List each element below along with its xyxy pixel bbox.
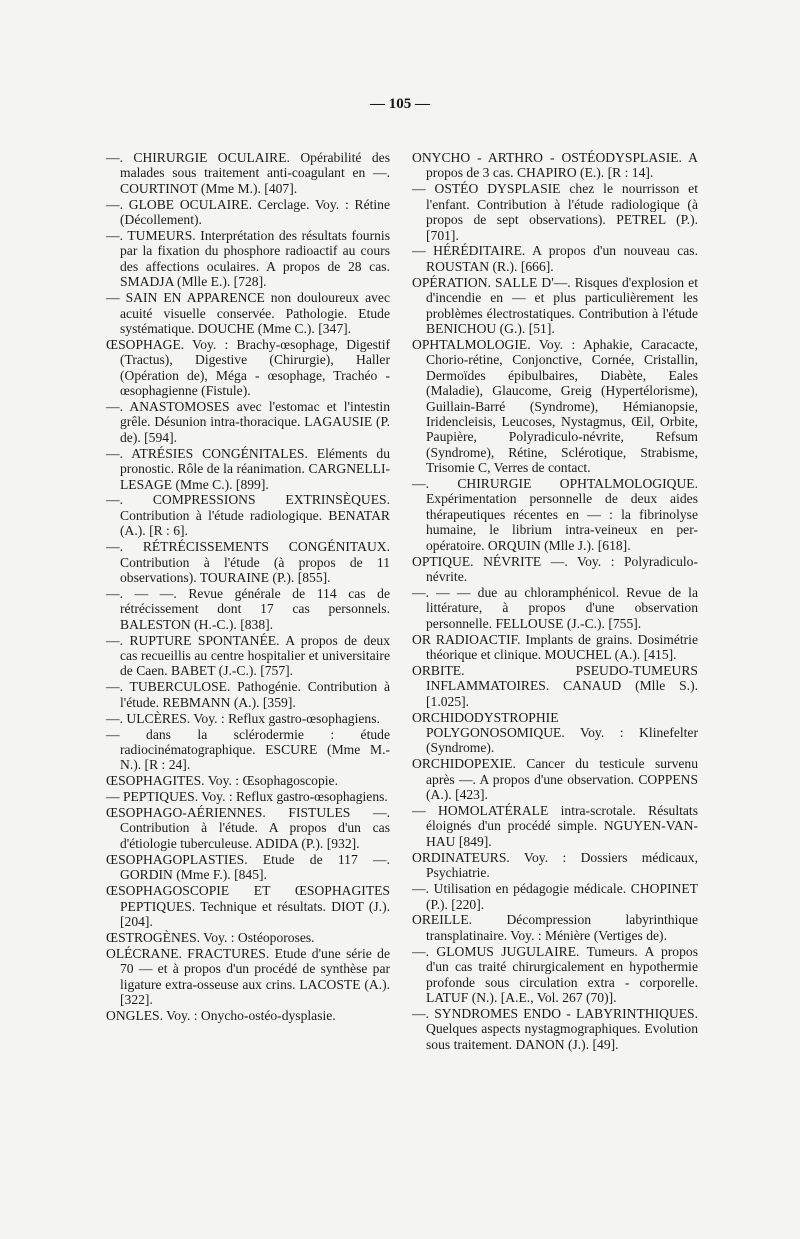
- index-entry: ŒSTROGÈNES. Voy. : Ostéoporoses.: [106, 929, 315, 945]
- index-entry: —. COMPRESSIONS EXTRINSÈQUES. Contribution à l'étude radiologique. BENATAR (A.). [R : 6].: [106, 492, 390, 539]
- index-entry: —. — —. Revue générale de 114 cas de rétrécissement dont 17 cas personnels. BALESTON (H.-C.). [838].: [106, 585, 390, 632]
- index-entry: —. RUPTURE SPONTANÉE. A propos de deux cas recueillis au centre hospitalier et universitaire de Caen. BABET (J.-C.). [757].: [106, 632, 390, 679]
- index-entry: OPHTALMOLOGIE. Voy. : Aphakie, Caracacte, Chorio-rétine, Conjonctive, Cornée, Cristallin, Dermoïdes épibulbaires, Diabète, Eales (Maladie), Glaucome, Greig (Hypertélorisme), Guillain-Barré (Syndrome), Hémianopsie, Iridencleisis, Leucoses, Nystagmus, Œil, Orbite, Paupière, Polyradiculo-névrite, Refsum (Syndrome), Rétine, Sclérotique, Strabisme, Trisomie C, Verres de contact.: [412, 336, 698, 476]
- index-entry: —. — — due au chloramphénicol. Revue de la littérature, à propos d'une observation personnelle. FELLOUSE (J.-C.). [755].: [412, 584, 698, 631]
- left-column: [106, 150, 390, 1024]
- right-column: [412, 150, 698, 1053]
- index-entry: — HÉRÉDITAIRE. A propos d'un nouveau cas. ROUSTAN (R.). [666].: [412, 243, 698, 274]
- index-entry: —. TUMEURS. Interprétation des résultats fournis par la fixation du phosphore radioactif au cours des affections oculaires. A propos de 28 cas. SMADJA (Mlle E.). [728].: [106, 228, 390, 290]
- index-entry: —. RÉTRÉCISSEMENTS CONGÉNITAUX. Contribution à l'étude (à propos de 11 observations). TOURAINE (P.). [855].: [106, 539, 390, 585]
- index-entry: ORCHIDOPEXIE. Cancer du testicule survenu après —. A propos d'une observation. COPPENS (A.). [423].: [412, 756, 698, 803]
- index-entry: ORDINATEURS. Voy. : Dossiers médicaux, Psychiatrie.: [412, 849, 698, 881]
- index-entry: — OSTÉO DYSPLASIE chez le nourrisson et l'enfant. Contribution à l'étude radiologique (à propos de sept observations). PETREL (P.). [701].: [412, 181, 698, 243]
- index-entry: — PEPTIQUES. Voy. : Reflux gastro-œsophagiens.: [106, 789, 388, 805]
- index-entry: —. ULCÈRES. Voy. : Reflux gastro-œsophagiens.: [106, 710, 380, 726]
- index-entry: —. ATRÉSIES CONGÉNITALES. Eléments du pronostic. Rôle de la réanimation. CARGNELLI-LESAGE (Mme C.). [899].: [106, 445, 390, 492]
- index-entry: ŒSOPHAGITES. Voy. : Œsophagoscopie.: [106, 773, 338, 789]
- index-entry: ONYCHO - ARTHRO - OSTÉODYSPLASIE. A propos de 3 cas. CHAPIRO (E.). [R : 14].: [412, 150, 698, 181]
- index-entry: ORBITE. PSEUDO-TUMEURS INFLAMMATOIRES. CANAUD (Mlle S.). [1.025].: [412, 662, 698, 709]
- index-entry: OLÉCRANE. FRACTURES. Etude d'une série de 70 — et à propos d'un procédé de synthèse par ligature extra-osseuse aux crins. LACOSTE (A.). [322].: [106, 945, 390, 1007]
- index-entry: ŒSOPHAGOSCOPIE ET ŒSOPHAGITES PEPTIQUES. Technique et résultats. DIOT (J.). [204].: [106, 883, 390, 929]
- index-entry: — dans la sclérodermie : étude radiocinématographique. ESCURE (Mme M.-N.). [R : 24].: [106, 726, 390, 773]
- index-entry: —. CHIRURGIE OCULAIRE. Opérabilité des malades sous traitement anti-coagulant en —. COURTINOT (Mme M.). [407].: [106, 150, 390, 196]
- index-entry: ŒSOPHAGO-AÉRIENNES. FISTULES —. Contribution à l'étude. A propos d'un cas d'étiologie tuberculeuse. ADIDA (P.). [932].: [106, 805, 390, 851]
- page-number: — 105 —: [370, 96, 430, 112]
- index-entry: OR RADIOACTIF. Implants de grains. Dosimétrie théorique et clinique. MOUCHEL (A.). [415].: [412, 631, 698, 662]
- index-entry: OREILLE. Décompression labyrinthique transplatinaire. Voy. : Ménière (Vertiges de).: [412, 912, 698, 943]
- index-entry: — HOMOLATÉRALE intra-scrotale. Résultats éloignés d'un procédé simple. NGUYEN-VAN-HAU [849].: [412, 803, 698, 849]
- index-entry: ŒSOPHAGOPLASTIES. Etude de 117 —. GORDIN (Mme F.). [845].: [106, 851, 390, 883]
- index-entry: —. SYNDROMES ENDO - LABYRINTHIQUES. Quelques aspects nystagmographiques. Evolution sous traitement. DANON (J.). [49].: [412, 1005, 698, 1052]
- index-entry: —. Utilisation en pédagogie médicale. CHOPINET (P.). [220].: [412, 881, 698, 912]
- index-entry: ORCHIDODYSTROPHIE POLYGONOSOMIQUE. Voy. : Klinefelter (Syndrome).: [412, 709, 698, 756]
- index-entry: — SAIN EN APPARENCE non douloureux avec acuité visuelle conservée. Pathologie. Etude systématique. DOUCHE (Mme C.). [347].: [106, 290, 390, 336]
- index-entry: OPÉRATION. SALLE D'—. Risques d'explosion et d'incendie en — et plus particulièrement les problèmes électrostatiques. Contribution à l'étude BENICHOU (G.). [51].: [412, 274, 698, 336]
- index-entry: —. ANASTOMOSES avec l'estomac et l'intestin grêle. Désunion intra-thoracique. LAGAUSIE (P. de). [594].: [106, 399, 390, 445]
- index-entry: OPTIQUE. NÉVRITE —. Voy. : Polyradiculo-névrite.: [412, 553, 698, 584]
- index-entry: —. CHIRURGIE OPHTALMOLOGIQUE. Expérimentation personnelle de deux aides thérapeutiques récentes en — : la fibrinolyse humaine, le librium intra-veineux en per-opératoire. ORQUIN (Mlle J.). [618].: [412, 476, 698, 553]
- index-entry: —. GLOBE OCULAIRE. Cerclage. Voy. : Rétine (Décollement).: [106, 196, 390, 228]
- index-entry: —. TUBERCULOSE. Pathogénie. Contribution à l'étude. REBMANN (A.). [359].: [106, 679, 390, 710]
- index-entry: —. GLOMUS JUGULAIRE. Tumeurs. A propos d'un cas traité chirurgicalement en hypothermie profonde sous circulation extra - corporelle. LATUF (N.). [A.E., Vol. 267 (70)].: [412, 943, 698, 1005]
- index-entry: ONGLES. Voy. : Onycho-ostéo-dysplasie.: [106, 1007, 336, 1023]
- index-entry: ŒSOPHAGE. Voy. : Brachy-œsophage, Digestif (Tractus), Digestive (Chirurgie), Haller (Opération de), Méga - œsophage, Trachéo - œsophagienne (Fistule).: [106, 336, 390, 399]
